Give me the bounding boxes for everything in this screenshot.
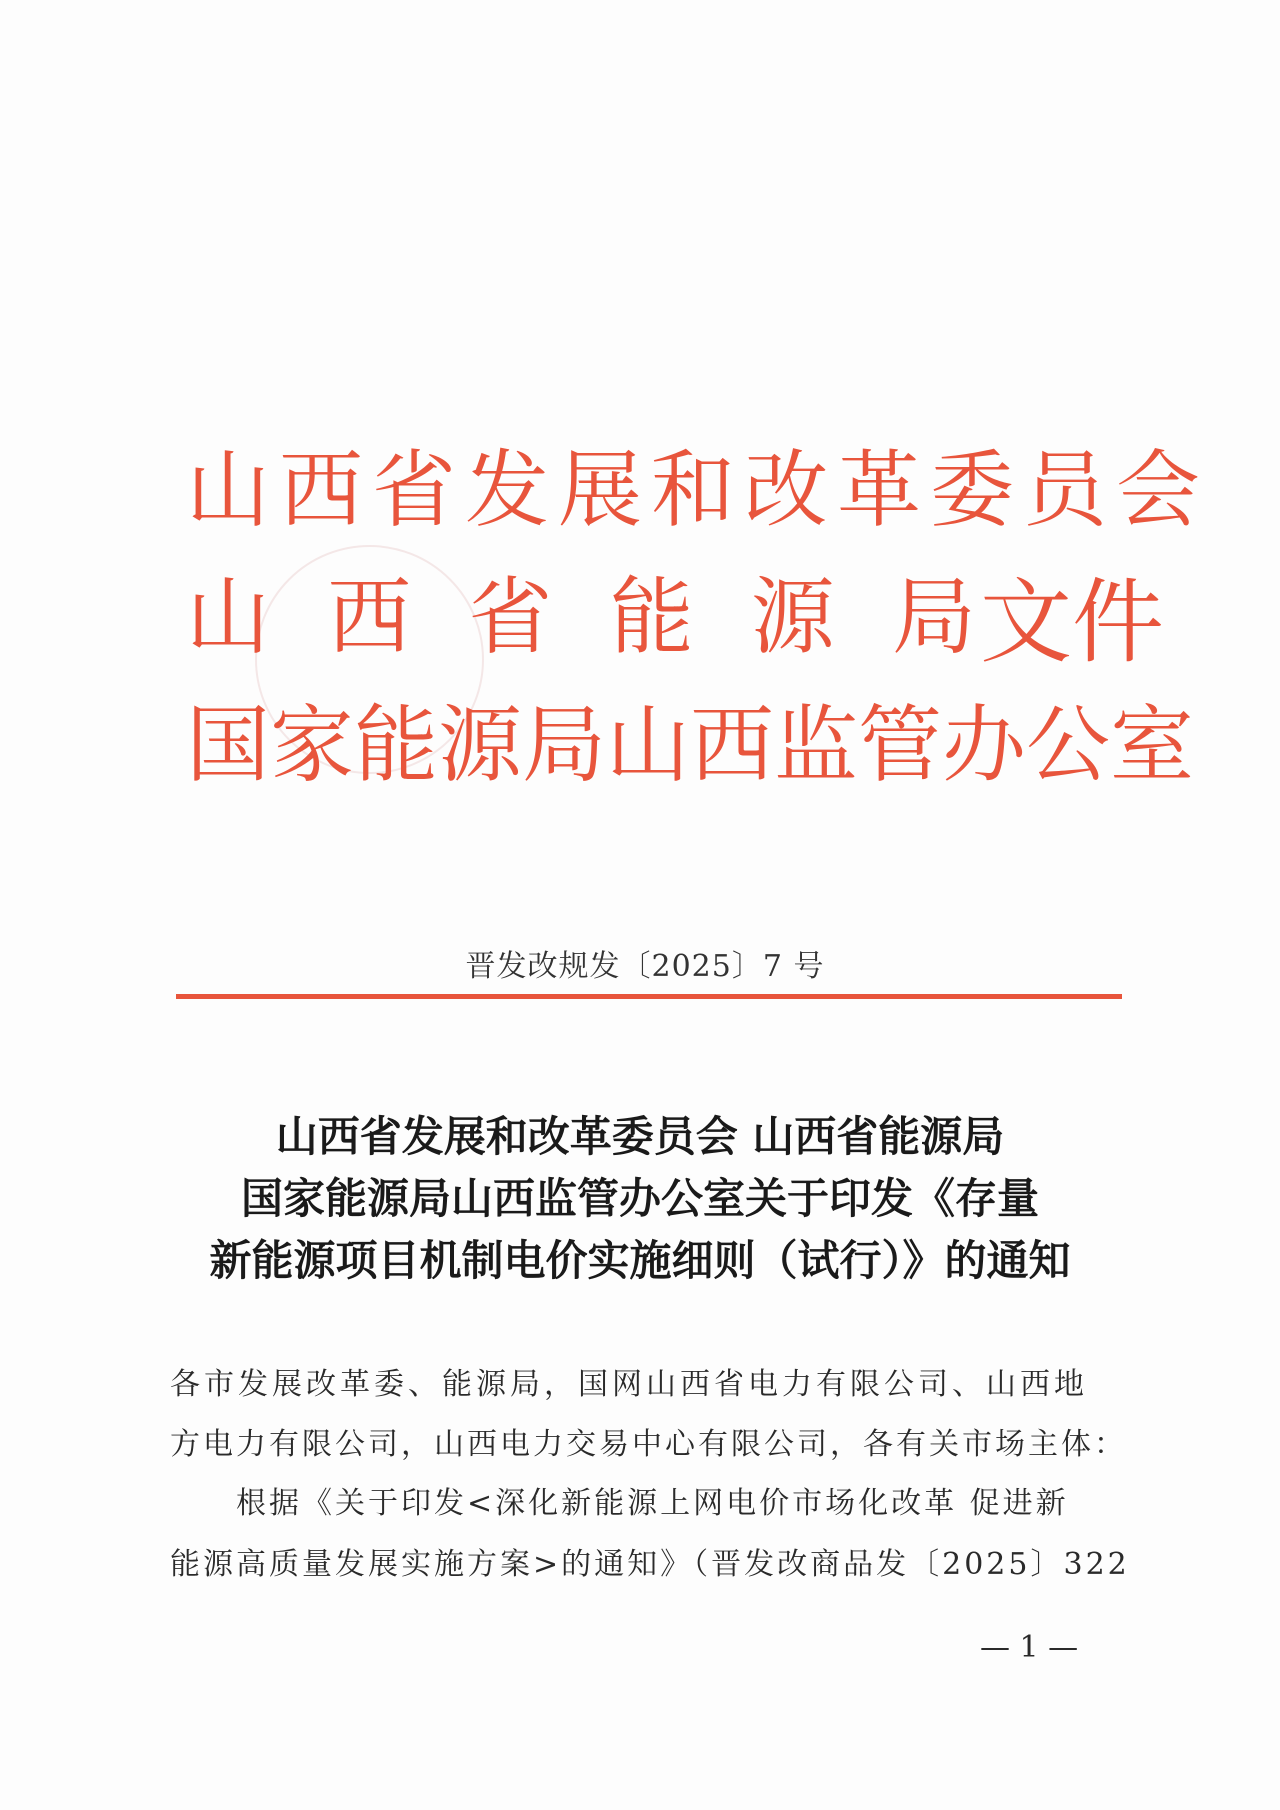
issuer-2-char: 省	[468, 568, 553, 666]
issuer-name-3: 国家能源局山西监管办公室	[186, 696, 1195, 794]
notice-title	[160, 1106, 1120, 1292]
body-line: 方电力有限公司，山西电力交易中心有限公司，各有关市场主体：	[170, 1427, 1127, 1462]
issuer-line-3	[186, 695, 1194, 795]
body-line: 根据《关于印发<深化新能源上网电价市场化改革 促进新	[236, 1486, 1069, 1521]
title-line: 山西省发展和改革委员会 山西省能源局	[275, 1112, 1005, 1161]
body-line: 各市发展改革委、能源局，国网山西省电力有限公司、山西地	[170, 1367, 1088, 1402]
title-line: 国家能源局山西监管办公室关于印发《存量	[240, 1174, 1039, 1223]
document-number: 晋发改规发〔2025〕7 号	[465, 949, 825, 984]
body-line: 能源高质量发展实施方案>的通知》（晋发改商品发〔2025〕322	[170, 1547, 1130, 1582]
issuer-line-2	[186, 567, 976, 667]
issuer-2-char: 山	[186, 568, 271, 666]
red-divider-line	[176, 994, 1122, 999]
issuer-2-char: 能	[609, 568, 694, 666]
issuer-2-char: 局	[891, 568, 976, 666]
document-label: 文件	[980, 569, 1165, 676]
issuer-name-1: 山西省发展和改革委员会	[186, 441, 1210, 539]
issuer-line-1	[186, 440, 1209, 540]
title-line: 新能源项目机制电价实施细则（试行）》的通知	[209, 1236, 1071, 1285]
issuer-2-char: 西	[327, 568, 412, 666]
issuer-name-2	[186, 567, 976, 667]
issuer-2-char: 源	[750, 568, 835, 666]
page-number: — 1 —	[980, 1630, 1079, 1665]
